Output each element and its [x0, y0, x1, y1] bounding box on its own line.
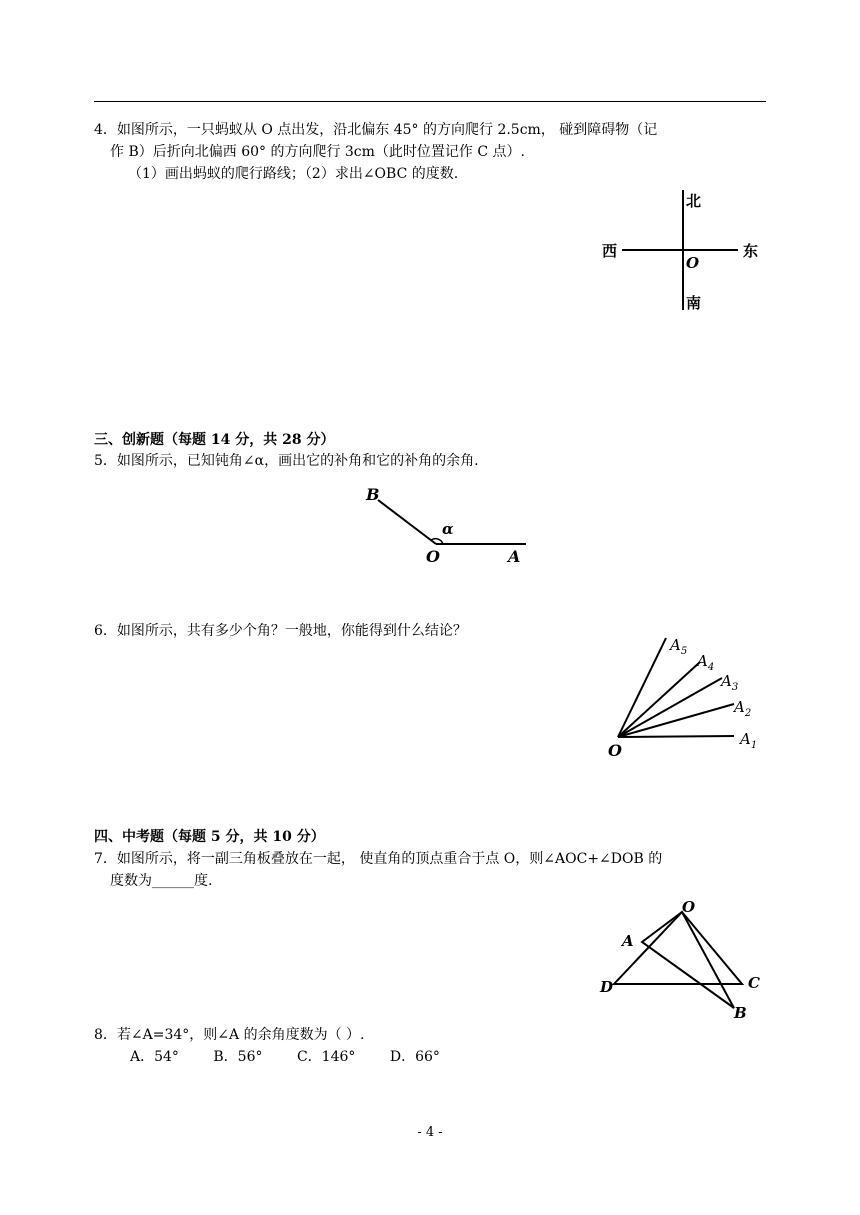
- q8-option-c: C．146°: [296, 1049, 356, 1065]
- rays-figure: [604, 632, 774, 762]
- tri-point-a: A: [622, 932, 634, 950]
- angle-alpha-label: α: [442, 520, 454, 538]
- angle-point-b: B: [366, 485, 380, 504]
- obtuse-angle-figure: [356, 478, 536, 564]
- q7-line1: 7．如图所示，将一副三角板叠放在一起， 使直角的顶点重合于点 O，则∠AOC+∠DOB 的: [94, 851, 663, 867]
- compass-origin-label: O: [686, 254, 700, 272]
- rays-origin-label: O: [608, 741, 622, 760]
- q8-options: [130, 1047, 470, 1067]
- tri-point-d: D: [600, 978, 614, 996]
- compass-north-label: 北: [686, 192, 702, 210]
- q8-option-d: D．66°: [389, 1049, 440, 1065]
- tri-point-c: C: [748, 974, 760, 992]
- section-4-title: 四、中考题（每题 5 分，共 10 分）: [94, 829, 325, 845]
- ray-label-a3: $A_3$: [721, 672, 739, 693]
- q7-line2: 度数为______度.: [110, 873, 213, 889]
- header-rule: [94, 101, 766, 102]
- compass-figure: [596, 184, 776, 314]
- tri-point-o: O: [682, 900, 696, 916]
- tri-point-b: B: [734, 1004, 747, 1022]
- page-number: - 4 -: [417, 1125, 443, 1140]
- ray-label-a4: $A_4$: [697, 652, 715, 673]
- triangles-figure: [596, 900, 768, 1024]
- angle-point-o: O: [426, 547, 440, 564]
- compass-east-label: 东: [743, 242, 759, 260]
- compass-south-label: 南: [686, 294, 702, 312]
- compass-west-label: 西: [602, 242, 618, 260]
- ray-label-a5: $A_5$: [670, 636, 688, 657]
- angle-point-a: A: [508, 547, 521, 564]
- q4-line1: 4．如图所示，一只蚂蚁从 O 点出发，沿北偏东 45° 的方向爬行 2.5cm， 碰到障碍物（记: [94, 122, 658, 138]
- q4-line3: （1）画出蚂蚁的爬行路线；（2）求出∠OBC 的度数.: [128, 166, 459, 182]
- q8-text: 8．若∠A=34°，则∠A 的余角度数为（ ）.: [94, 1027, 365, 1043]
- ray-label-a1: $A_1$: [740, 730, 758, 751]
- q4-line2: 作 B）后折向北偏西 60° 的方向爬行 3cm（此时位置记作 C 点）.: [110, 144, 525, 160]
- q5-text: 5．如图所示，已知钝角∠α，画出它的补角和它的补角的余角.: [94, 453, 479, 469]
- ray-label-a2: $A_2$: [734, 698, 752, 719]
- q6-text: 6．如图所示，共有多少个角？一般地，你能得到什么结论？: [94, 623, 467, 639]
- q8-option-a: A．54°: [130, 1049, 179, 1065]
- section-3-title: 三、创新题（每题 14 分，共 28 分）: [94, 432, 335, 448]
- q8-option-b: B．56°: [213, 1049, 263, 1065]
